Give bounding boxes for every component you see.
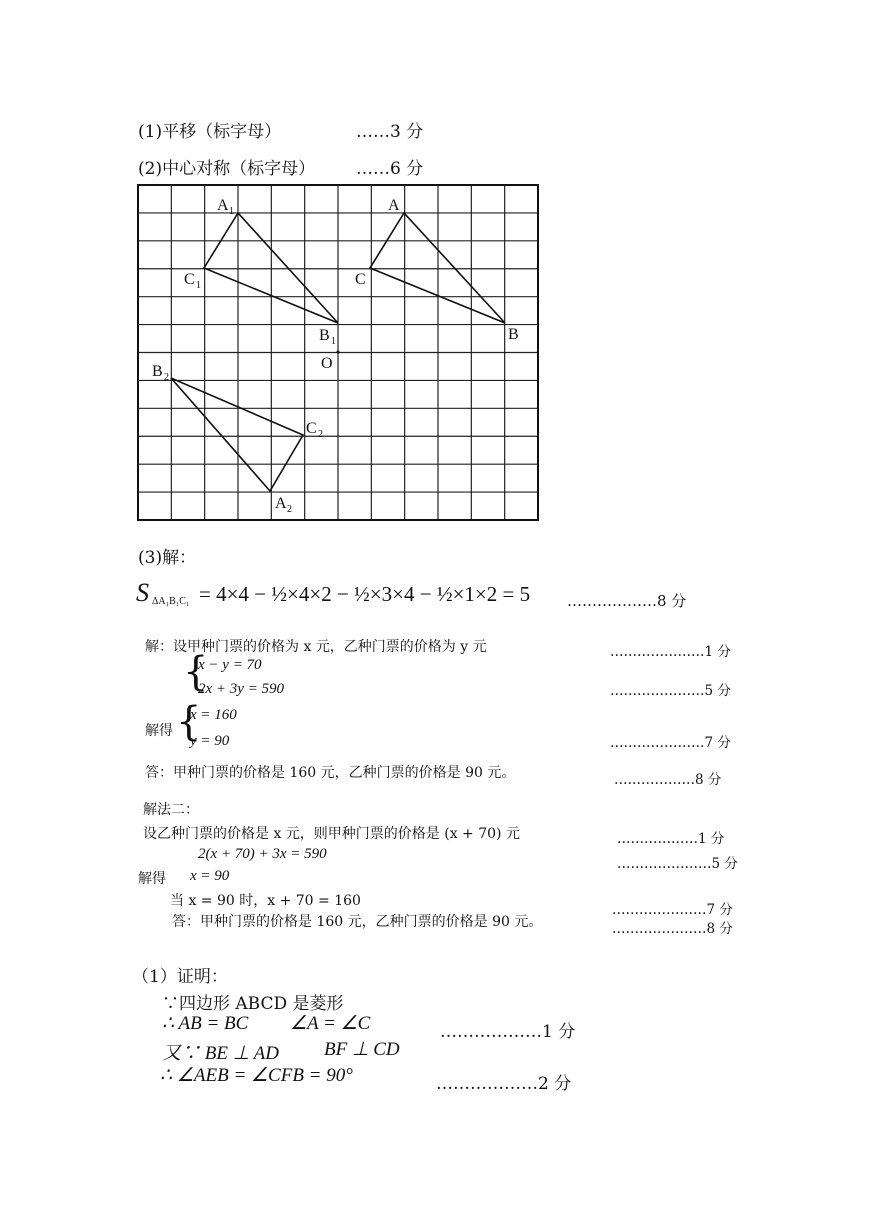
equation-2: 2x + 3y = 590 <box>198 681 285 697</box>
label-b2: B <box>152 363 163 380</box>
system-brace: { <box>183 649 209 695</box>
proof-heading: （1）证明： <box>132 967 228 987</box>
label-c1-sub: 1 <box>196 280 201 291</box>
solution2-intro-score: ………………1 分 <box>617 831 725 847</box>
label-c2-sub: 2 <box>318 429 323 440</box>
label-c: C <box>355 271 366 288</box>
proof-line3a: 又∵ BE ⊥ AD <box>162 1043 279 1064</box>
label-a1-sub: 1 <box>229 206 234 217</box>
proof-line3b: BF ⊥ CD <box>324 1039 400 1060</box>
label-c2: C <box>306 420 317 437</box>
proof-line2a: ∴ AB = BC <box>162 1013 249 1034</box>
solution2-equation-score: …………………5 分 <box>617 856 738 872</box>
solution1-intro: 解：设甲种门票的价格为 x 元，乙种门票的价格为 y 元 <box>145 639 487 655</box>
proof-line4: ∴ ∠AEB = ∠CFB = 90° <box>160 1065 353 1086</box>
solution2-when: 当 x = 90 时，x + 70 = 160 <box>170 893 361 909</box>
solution1-answer: 答：甲种门票的价格是 160 元，乙种门票的价格是 90 元。 <box>145 765 516 781</box>
proof-line2-score: ………………1 分 <box>440 1022 576 1042</box>
proof-line1: ∵四边形 ABCD 是菱形 <box>162 994 344 1014</box>
solution2-answer: 答：甲种门票的价格是 160 元，乙种门票的价格是 90 元。 <box>172 914 543 930</box>
solution1-result-label: 解得 <box>145 723 173 739</box>
label-a1: A <box>217 197 229 214</box>
area-subscript: ΔA₁B₁C₁ <box>152 596 190 607</box>
solution2-heading: 解法二： <box>143 802 199 818</box>
area-score: ………………8 分 <box>567 592 687 610</box>
solution2-equation: 2(x + 70) + 3x = 590 <box>198 846 327 862</box>
label-b2-sub: 2 <box>164 372 169 383</box>
solution2-answer-score: …………………8 分 <box>612 921 733 937</box>
label-b1: B <box>319 327 330 344</box>
equation-score: …………………5 分 <box>610 683 731 699</box>
area-symbol: S <box>136 578 149 607</box>
result-score: …………………7 分 <box>610 735 731 751</box>
proof-line4-score: ………………2 分 <box>436 1074 572 1094</box>
label-a2-sub: 2 <box>287 504 292 515</box>
label-b: B <box>508 326 519 343</box>
part1-line2: (2)中心对称（标字母） <box>138 159 316 179</box>
solution1-answer-score: ………………8 分 <box>614 772 722 788</box>
solution2-when-score: …………………7 分 <box>612 902 733 918</box>
solution2-result: x = 90 <box>190 868 230 884</box>
grid-figure <box>0 0 869 560</box>
area-formula: = 4×4 − ½×4×2 − ½×3×4 − ½×1×2 = 5 <box>199 582 531 606</box>
solution2-intro: 设乙种门票的价格是 x 元，则甲种门票的价格是 (x + 70) 元 <box>143 826 520 842</box>
triangle-a2b2c2 <box>171 378 303 491</box>
label-c1: C <box>184 271 195 288</box>
result-brace: { <box>176 699 202 745</box>
label-o: O <box>321 355 333 372</box>
solution2-result-label: 解得 <box>138 871 166 887</box>
part1-score2: ……6 分 <box>356 159 424 179</box>
proof-line2b: ∠A = ∠C <box>290 1013 371 1034</box>
result-y: y = 90 <box>190 733 230 749</box>
label-a2: A <box>275 495 287 512</box>
part1-line1: (1)平移（标字母） <box>138 122 282 142</box>
label-b1-sub: 1 <box>331 336 336 347</box>
equation-1: x − y = 70 <box>198 657 262 673</box>
point-o <box>337 351 340 354</box>
result-x: x = 160 <box>190 707 237 723</box>
label-a: A <box>388 197 400 214</box>
solution1-intro-score: …………………1 分 <box>610 644 731 660</box>
part1-score1: ……3 分 <box>356 122 424 142</box>
part3-heading: (3)解： <box>138 548 197 568</box>
